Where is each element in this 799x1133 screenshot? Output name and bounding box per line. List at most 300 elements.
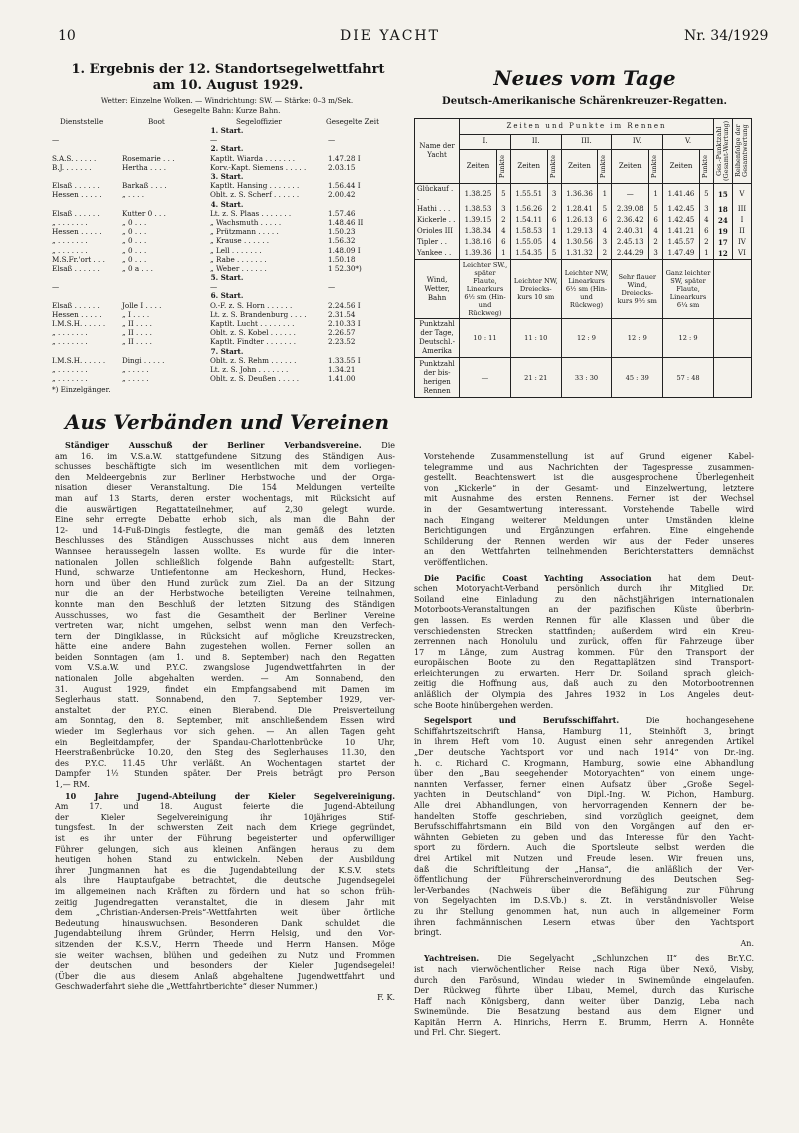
race-points: 2 — [547, 204, 561, 215]
text-line: konnte man den Beschluß der letzten Sitzung des Ständigen — [55, 599, 395, 609]
text-line: ist nach vierwöchentlicher Reise nach Riga über Nexö, Visby, — [414, 964, 754, 974]
race-time: 1.38.25 — [460, 184, 497, 205]
result-cell: — — [210, 282, 218, 292]
race-time: 1.36.36 — [561, 184, 598, 205]
race-time: 1.41.21 — [663, 226, 700, 237]
result-cell: „ . . . . . . . — [52, 337, 88, 347]
result-cell: „ 0 . . . — [122, 236, 147, 246]
yacht-name: Kickerle . . — [415, 215, 460, 226]
total-points: 12 — [713, 248, 732, 260]
text-line: ihrer Jungmannen hat es die Jugendabteilung der K.S.V. stets — [55, 865, 395, 875]
race-points: 4 — [496, 226, 510, 237]
race-points: 1 — [598, 184, 612, 205]
text-line: zu ihr Stellung genommen hat, nun auch in allgemeiner Form — [414, 906, 754, 916]
race-time: 1.55.05 — [510, 237, 547, 248]
zeiten-header: Zeiten — [460, 150, 497, 184]
text-line: am 16. im V.S.a.W. stattgefundene Sitzung des Ständigen Aus- — [55, 451, 395, 461]
text-line: sitzenden der K.S.V., Herrn Theede und Herrn Hansen. Möge — [55, 939, 395, 949]
text-line: telegramme und aus Nachrichten der Tagespresse zusammen- — [424, 462, 754, 472]
result-cell: 2.31.54 — [328, 309, 356, 319]
text-line: yachten in Deutschland“ von Dipl.-Ing. W. Pichon, Hamburg. — [414, 790, 754, 800]
text-line: bringt. — [414, 928, 442, 938]
start-title: 5. Start. — [210, 273, 244, 283]
result-cell: Rosemarie . . . — [122, 153, 175, 163]
result-cell: „ . . . . . . . — [52, 236, 88, 246]
race-time: 1.55.51 — [510, 184, 547, 205]
text-line: schusses beschäftigte sich im wesentlichen mit dem vorliegen- — [55, 462, 395, 472]
total-points: 19 — [713, 226, 732, 237]
text-line: öffentlichung der Führerscheinverordnung des Deutschen Seg- — [414, 875, 754, 885]
result-cell: „ Wachsmuth . . . . . — [210, 217, 282, 227]
magazine-title: DIE YACHT — [340, 28, 440, 44]
race-points: 5 — [598, 204, 612, 215]
text-line: Seglerhaus statt. Sonnabend, den 7. September 1929, ver- — [55, 695, 395, 705]
race-time: 1.30.56 — [561, 237, 598, 248]
punkte-header — [547, 150, 561, 184]
result-row — [52, 301, 402, 310]
row-label: Punktzahl der bis-herigen Rennen — [415, 358, 460, 398]
race-points: 5 — [649, 204, 663, 215]
result-cell: Hessen . . . . . — [52, 309, 102, 319]
zeiten-header: Zeiten — [663, 150, 700, 184]
text-line: nannten Verfasser, ferner einen Aufsatz über „Große Segel- — [414, 779, 754, 789]
result-cell: „ 0 . . . — [122, 254, 147, 264]
row-label: Punktzahl der Tage, Deutschl.-Amerika — [415, 319, 460, 358]
result-row — [52, 365, 402, 374]
row-value: 12 : 9 — [663, 319, 714, 358]
race-points: 5 — [547, 248, 561, 260]
yacht-name: Orioles III — [415, 226, 460, 237]
overall-rank: V — [732, 184, 751, 205]
result-cell: „ 0 . . . — [122, 217, 147, 227]
result-cell: „ 0 . . . — [122, 227, 147, 237]
punkte-label: Punkte — [650, 154, 659, 179]
race-points: 5 — [496, 184, 510, 205]
text-line: von Segelyachten im D.S.Vb.) s. Zt. in verständnisvoller Weise — [414, 896, 754, 906]
neues-text: Vorstehende Zusammenstellung ist auf Grund eigener Kabel- telegramme und aus Nachrichten der Tagespresse zusammen- gestellt. Beachtenswert ist die ausgesprochene Überlegenheit von „Kickerle“ in der Gesamt- und Einzelwertung, letztere mit Ausnahme des ersten Rennens. Ferner ist der Wechsel in der Gesamtwertung interessant. Vorstehende Tabelle wird nach Eingang weiterer Meldungen unter Umständen kleine Berichtigungen und Ergänzungen erfahren. Eine eingehende Schilderung der Rennen werden wir aus der Feder unseres an den Wettfahrten teilnehmenden Berichterstatters demnächst veröffentlichen. Die Pacific Coast Yachting Association hat dem Deut- schen Motoryacht-Verband persönlich durch ihr Mitglied Dr. Soiland eine Einladung zu den nächstjährigen internationalen Motorboots-Veranstaltungen an der pazifischen Küste überbrin- gen lassen. Es werden Rennen für alle Klassen und über die verschiedensten Strecken stattfinden; außerdem wird ein Kreu- zerrennen nach Honolulu und zurück, offen für Fahrzeuge über 17 m Länge, zum Austrag kommen. Für den Transport der europäischen Boote zu den Regattaplätzen sind Transport- erleichterungen zu erwarten. Herr Dr. Soiland sprach gleich- zeitig die Hoffnung aus, daß auch zu den Motorbootrennen anläßlich der Olympia des Jahres 1932 in Los Angeles deut- sche Boote hinübergehen werden. Segelsport und Berufsschiffahrt. Die hochangesehene Schiffahrtszeitschrift Hansa, Hamburg 11, Steinhöft 3, bringt in ihrem Heft vom 10. August einen sehr anregenden Artikel „Der deutsche Yachtsport vor und nach 1914“ von Dr.-ing. h. c. Richard C. Krogmann, Hamburg, sowie eine Abhandlung über den „Bau seegehender Motoryachten“ von einem unge- nannten Verfasser, ferner einen Aufsatz über „Große Segel- yachten in Deutschland“ von Dipl.-Ing. W. Pichon, Hamburg. Alle drei Abhandlungen, von hervorragenden Kennern der be- handelten Stoffe geschrieben, sind vorzüglich geeignet, dem Berufsschiffahrtsmann ein Bild von den Vorgängen auf den er- wähnten Gebieten zu geben und das Interesse für den Yacht- sport zu fördern. Auch die Sportsleute selbst werden die drei Artikel mit Nutzen und Freude lesen. Wir freuen uns, daß die Schriftleitung der „Hansa“, die anläßlich der Ver- öffentlichung der Führerscheinverordnung des Deutschen Seg- ler-Verbandes (Nachweis über die Befähigung zur Führung von Segelyachten im D.S.Vb.) s. Zt. in verständnisvoller Weise zu ihr Stellung genommen hat, nun auch in allgemeiner Form ihren fachmännischen Lesern etwas über den Yachtsport bringt. An. Yachtreisen. Die Segelyacht „Schlunzchen II“ des Br.Y.C. ist nach vierwöchentlicher Reise nach Riga über Nexö, Visby, durch den Farösund, Windau wieder in Swinemünde eingelaufen. Der Rückweg führte über Libau, Memel, durch das Kurische Haff nach Königsberg, dann weiter über Danzig, Leba nach Swinemünde. Die Besatzung bestand aus dem Eigner und Kapitän Herrn A. Hinrichs, Herrn E. Brumm, Herrn A. Honnête und Frl. Chr. Siegert. — [414, 452, 755, 1038]
result-cell: 2.00.42 — [328, 190, 356, 200]
race-time: — — [612, 184, 649, 205]
race-points: 4 — [699, 215, 713, 226]
yacht-row — [415, 237, 752, 248]
text-line: Schiffahrtszeitschrift Hansa, Hamburg 11, Steinhöft 3, bringt — [414, 726, 754, 736]
punkte-label: Punkte — [599, 154, 608, 179]
text-line: wieder im Seglerhaus vor sich gehen. — An allen Tagen geht — [55, 727, 395, 737]
yacht-name: Glückauf . . — [415, 184, 460, 205]
signature-fk: F. K. — [377, 992, 395, 1002]
race-points: 6 — [699, 226, 713, 237]
text-line: im allgemeinen nach Kräften zu fördern und hat so schon früh- — [55, 886, 395, 896]
row-value: 21 : 21 — [510, 358, 561, 398]
overall-rank: VI — [732, 248, 751, 260]
race-points: 2 — [699, 237, 713, 248]
text-line: Heerstraßenbrücke 10.20, den Steg des Seglerhauses 11.30, den — [55, 748, 395, 758]
result-row — [52, 163, 402, 172]
result-cell: Lt. z. S. Plaas . . . . . . . — [210, 208, 292, 218]
result-cell: Kaptlt. Hansing . . . . . . . — [210, 181, 300, 191]
text-line: 17 m Länge, zum Austrag kommen. Für den Transport der — [414, 647, 754, 657]
result-cell: 1.47.28 I — [328, 153, 361, 163]
row-value: Leichter NW, Linearkurs 6½ sm (Hin- und Rückweg) — [561, 260, 612, 319]
text-line: „Der deutsche Yachtsport vor und nach 1914“ von Dr.-ing. — [414, 748, 754, 758]
result-cell: „ Rabe . . . . . . . — [210, 254, 267, 264]
race-points: 1 — [649, 184, 663, 205]
empty-cell — [713, 358, 751, 398]
text-line: nationalen Jollen schließlich folgende Bahn aufgestellt: Start, — [55, 557, 395, 567]
result-cell: Kutter 0 . . . — [122, 208, 166, 218]
text-line: zeitig Jugendregatten veranstaltet, die in diesem Jahr mit — [55, 897, 395, 907]
result-cell: 2.26.57 — [328, 328, 356, 338]
overall-rank: II — [732, 226, 751, 237]
race-time: 1.39.36 — [460, 248, 497, 260]
result-cell: „ . . . . . — [122, 374, 149, 384]
text-line: tungsfest. In der schwersten Zeit nach dem Kriege gegründet, — [55, 823, 395, 833]
result-cell: „ 0 . . . — [122, 245, 147, 255]
text-line: drei Artikel mit Nutzen und Freude lesen. Wir freuen uns, — [414, 853, 754, 863]
ges-header: Ges.-Punktzahl (Gesamt-Wertung) — [714, 120, 730, 182]
result-cell: „ . . . . . . . — [52, 374, 88, 384]
text-line: tern der Dingiklasse, in Rücksicht auf mögliche Kreuzstrecken, — [55, 631, 395, 641]
result-row — [52, 218, 402, 227]
punkte-label: Punkte — [700, 154, 709, 179]
race-points: 2 — [649, 237, 663, 248]
race-points: 1 — [496, 248, 510, 260]
text-line: 1,— RM. — [55, 780, 90, 789]
text-line: anläßlich der Olympia des Jahres 1932 in Los Angeles deut- — [414, 690, 754, 700]
results-weather: Wetter: Einzelne Wolken. — Windrichtung: SW. — Stärke: 0–3 m/Sek. — [100, 96, 354, 105]
race-label: I. — [460, 134, 511, 150]
text-line: beiden Sonntagen (am 1. und 8. September) nach den Regatten — [55, 652, 395, 662]
result-cell: 1.57.46 — [328, 208, 356, 218]
race-time: 2.44.29 — [612, 248, 649, 260]
result-cell: „ . . . . . . . — [52, 217, 88, 227]
result-cell: Hertha . . . . — [122, 162, 167, 172]
result-cell: 1.56.44 I — [328, 181, 361, 191]
text-line: sport zu fördern. Auch die Sportsleute selbst werden die — [414, 843, 754, 853]
text-line: daß die Schriftleitung der „Hansa“, die anläßlich der Ver- — [414, 864, 754, 874]
text-line: über den „Bau seegehender Motoryachten“ von einem unge- — [414, 769, 754, 779]
text-line: Vorstehende Zusammenstellung ist auf Grund eigener Kabel- — [424, 452, 754, 461]
text-line: erleichterungen zu erwarten. Herr Dr. Soiland sprach gleich- — [414, 668, 754, 678]
text-line: der Kieler Segelvereinigung ihr 10jähriges Stif- — [55, 812, 395, 822]
race-points: 5 — [699, 184, 713, 205]
text-line: wähnten Gebieten zu geben und das Interesse für den Yacht- — [414, 832, 754, 842]
result-cell: „ I . . . . — [122, 309, 150, 319]
text-line: handelten Stoffe geschrieben, sind vorzüglich geeignet, dem — [414, 811, 754, 821]
text-line: Jugendabteilung ihrem Gründer, Herrn Helsig, und den Vor- — [55, 929, 395, 939]
race-time: 2.45.13 — [612, 237, 649, 248]
result-cell: Kaptlt. Lucht . . . . . . . . — [210, 319, 295, 329]
text-line: hätte eine andere Bahn zugestehen wollen. Ferner sollen an — [55, 642, 395, 652]
race-label: II. — [510, 134, 561, 150]
result-cell: Elsaß . . . . . . — [52, 181, 100, 191]
text-line: horn und über den Hund zurück zum Ziel. Da an der Sitzung — [55, 578, 395, 588]
text-line: zeitig die Hoffnung aus, daß auch zu den Motorbootrennen — [414, 679, 754, 689]
text-line: Berufsschiffahrtsmann ein Bild von den Vorgängen auf den er- — [414, 822, 754, 832]
results-course: Gesegelte Bahn: Kurze Bahn. — [173, 106, 281, 115]
result-cell: 1.48.46 II — [328, 217, 364, 227]
yacht-name: Yankee . . — [415, 248, 460, 260]
race-time: 1.47.49 — [663, 248, 700, 260]
race-points: 1 — [547, 226, 561, 237]
neues-heading: Neues vom Tage — [493, 66, 676, 90]
result-cell: 2.23.52 — [328, 337, 356, 347]
race-label: III. — [561, 134, 612, 150]
text-line: sche Boote hinübergehen werden. — [414, 700, 554, 710]
text-line: Berichtigungen und Ergänzungen erfahren. Eine eingehende — [424, 526, 754, 536]
result-row — [52, 236, 402, 245]
row-value: Leichter NW, Dreiecks-kurs 10 sm — [510, 260, 561, 319]
text-line: ist es ihr unter der Führung begeisterter und opferwilliger — [55, 833, 395, 843]
result-row — [52, 255, 402, 264]
zeiten-header: Zeiten — [561, 150, 598, 184]
total-points: 15 — [713, 184, 732, 205]
race-points: 4 — [649, 226, 663, 237]
result-row — [52, 310, 402, 319]
text-line: Bedeutung hinauswuchsen. Besonderen Dank schuldet die — [55, 918, 395, 928]
subhead-staendiger-ausschuss: Ständiger Ausschuß der Berliner Verbandsvereine. — [65, 440, 362, 450]
signature-an: An. — [740, 938, 754, 948]
punkte-header — [649, 150, 663, 184]
row-value: 12 : 9 — [561, 319, 612, 358]
text-line: anstaltet der P.Y.C. einen Bierabend. Die Preisverteilung — [55, 705, 395, 715]
text-line: gestellt. Beachtenswert ist die ausgesprochene Überlegenheit — [424, 473, 754, 483]
race-points: 3 — [547, 184, 561, 205]
result-cell: Elsaß . . . . . . — [52, 208, 100, 218]
result-cell: „ . . . . . . . — [52, 364, 88, 374]
text-line: durch den Farösund, Windau wieder in Swinemünde eingelaufen. — [414, 975, 754, 985]
text-line: verschiedensten Strecken stattfinden; außerdem wird ein Kreu- — [414, 626, 754, 636]
subhead-jugend-abteilung: 10 Jahre Jugend-Abteilung der Kieler Segelvereinigung. — [65, 790, 395, 801]
row-value: Leichter SW., später Flaute, Linearkurs 6½ sm (Hin- und Rückweg) — [460, 260, 511, 319]
race-time: 1.29.13 — [561, 226, 598, 237]
verbaende-heading: Aus Verbänden und Vereinen — [64, 410, 390, 434]
result-cell: Lt. z. S. Brandenburg . . . . — [210, 309, 307, 319]
text-line: dem „Christian-Andersen-Preis“-Wettfahrten weit über örtliche — [55, 908, 395, 918]
result-cell: I.M.S.H. . . . . . — [52, 355, 106, 365]
result-row — [52, 154, 402, 163]
result-cell: Kaptlt. Wiarda . . . . . . . — [210, 153, 296, 163]
race-points: 2 — [496, 215, 510, 226]
subhead-pacific: Die Pacific Coast Yachting Association — [424, 572, 652, 583]
text-line: Am 17. und 18. August feierte die Jugend-Abteilung — [55, 802, 395, 812]
result-cell: — — [210, 135, 218, 145]
text-line: Haff nach Königsberg, dann weiter über Danzig, Leba nach — [414, 996, 754, 1006]
row-value: 57 : 48 — [663, 358, 714, 398]
result-cell: „ Krause . . . . . . — [210, 236, 270, 246]
race-points: 4 — [598, 226, 612, 237]
row-value: 33 : 30 — [561, 358, 612, 398]
text-line: zerrennen nach Honolulu und zurück, offen für Fahrzeuge über — [414, 637, 754, 647]
neues-subheading: Deutsch-Amerikanische Schärenkreuzer-Regatten. — [442, 96, 727, 107]
empty-cell — [713, 260, 751, 319]
race-time: 1.45.57 — [663, 237, 700, 248]
result-row — [52, 356, 402, 365]
zeiten-header: Zeiten — [510, 150, 547, 184]
text-line: ein Begleitdampfer, der Spandau-Charlottenbrücke 10 Uhr, — [55, 737, 395, 747]
text-line: Der Rückweg führte über Libau, Memel, durch das Kurische — [414, 986, 754, 996]
result-cell: 1.34.21 — [328, 364, 356, 374]
verbaende-text: Ständiger Ausschuß der Berliner Verbandsvereine. Die am 16. im V.S.a.W. stattgefundene Sitzung des Ständigen Aus- schusses beschäftigte sich im wesentlichen mit dem vorliegen- den Meldeergebnis zur Berliner Herbstwoche und der Orga- nisation dieser Veranstaltung. Die 154 Meldungen verteilte man auf 13 Starts, deren erster wochentags, mit Rücksicht auf die auswärtigen Regattateilnehmer, auf 2,30 gelegt wurde. Eine sehr erregte Debatte erhob sich, als man die Bahn der 12- und 14-Fuß-Dingis festlegte, die man gemäß des letzten Beschlusses des Ständigen Ausschusses nicht aus dem inneren Wannsee heraussegeln lassen wollte. Es wurde für die inter- nationalen Jollen schließlich folgende Bahn aufgestellt: Start, Hund, schwarze Untiefentonne am Heckeshorn, Hund, Heckes- horn und über den Hund zurück zum Ziel. Da an der Sitzung nur die an der Herbstwoche beteiligten Vereine teilnahmen, konnte man den Beschluß der letzten Sitzung des Ständigen Ausschusses, wo fast die Gesamtheit der Berliner Vereine vertreten war, nicht umgehen, selbst wenn man den Verfech- tern der Dingiklasse, in Rücksicht auf mögliche Kreuzstrecken, hätte eine andere Bahn zugestehen wollen. Ferner sollen an beiden Sonntagen (am 1. und 8. September) nach den Regatten vom V.S.a.W. und P.Y.C. zwangslose Jugendwettfahrten in der nationalen Jolle abgehalten werden. — Am Sonnabend, den 31. August 1929, findet ein Empfangsabend mit Damen im Seglerhaus statt. Sonnabend, den 7. September 1929, ver- anstaltet der P.Y.C. einen Bierabend. Die Preisverteilung am Sonntag, den 8. September, mit anschließendem Essen wird wieder im Seglerhaus vor sich gehen. — An allen Tagen geht ein Begleitdampfer, der Spandau-Charlottenbrücke 10 Uhr, Heerstraßenbrücke 10.20, den Steg des Seglerhauses 11.30, den des P.Y.C. 11.45 Uhr verläßt. An Wochentagen startet der Dampfer 1½ Stunden später. Der Preis beträgt pro Person 1,— RM. 10 Jahre Jugend-Abteilung der Kieler Segelvereinigung. Am 17. und 18. August feierte die Jugend-Abteilung der Kieler Segelvereinigung ihr 10jähriges Stif- tungsfest. In der schwersten Zeit nach dem Kriege gegründet, ist es ihr unter der Führung begeisterter und opferwilliger Führer gelungen, sich aus kleinen Anfängen heraus zu dem heutigen hohen Stand zu entwickeln. Neben der Ausbildung ihrer Jungmannen hat es die Jugendabteilung der K.S.V. stets als ihre Hauptaufgabe betrachtet, die deutsche Jugendsegelei im allgemeinen nach Kräften zu fördern und hat so schon früh- zeitig Jugendregatten veranstaltet, die in diesem Jahr mit dem „Christian-Andersen-Preis“-Wettfahrten weit über örtliche Bedeutung hinauswuchsen. Besonderen Dank schuldet die Jugendabteilung ihrem Gründer, Herrn Helsig, und den Vor- sitzenden der K.S.V., Herrn Theede und Herrn Hansen. Möge sie weiter wachsen, blühen und gedeihen zu Nutz und Frommen der deutschen und besonders der Kieler Jugendsegelei! (Über die aus diesem Anlaß abgehaltene Jugendwettfahrt und Geschwaderfahrt siehe die „Wettfahrtberichte“ dieser Nummer.) F. K. — [55, 440, 395, 1002]
race-points: 3 — [649, 248, 663, 260]
result-row — [52, 181, 402, 190]
start-title: 3. Start. — [210, 171, 244, 181]
empty-cell — [713, 319, 751, 358]
race-points: 2 — [598, 248, 612, 260]
text-line: den Meldeergebnis zur Berliner Herbstwoche und der Orga- — [55, 472, 395, 482]
result-cell: 2.03.15 — [328, 162, 356, 172]
race-time: 1.58.53 — [510, 226, 547, 237]
results-footnote: *) Einzelgänger. — [52, 385, 111, 395]
row-value: Sehr flauer Wind, Dreiecks-kurs 9½ sm — [612, 260, 663, 319]
total-points: 18 — [713, 204, 732, 215]
race-time: 1.31.32 — [561, 248, 598, 260]
text-line: am Sonntag, den 8. September, mit anschließendem Essen wird — [55, 716, 395, 726]
result-cell: S.A.S. . . . . . — [52, 153, 97, 163]
result-cell: Barkaß . . . . — [122, 181, 167, 191]
result-cell: „ 0 a . . . — [122, 263, 153, 273]
issue-number: Nr. 34/1929 — [684, 28, 769, 44]
result-row — [52, 264, 402, 273]
text-line: Beschlusses des Ständigen Ausschusses nicht aus dem inneren — [55, 536, 395, 546]
result-cell: — — [52, 135, 60, 145]
race-points: 3 — [699, 204, 713, 215]
text-line: als ihre Hauptaufgabe betrachtet, die deutsche Jugendsegelei — [55, 876, 395, 886]
text-line: man auf 13 Starts, deren erster wochentags, mit Rücksicht auf — [55, 493, 395, 503]
row-label: Wind, Wetter, Bahn — [415, 260, 460, 319]
result-cell: „ . . . . — [122, 190, 145, 200]
result-row — [52, 209, 402, 218]
start-title: 4. Start. — [210, 199, 244, 209]
start-title: 6. Start. — [210, 291, 244, 301]
race-time: 2.36.42 — [612, 215, 649, 226]
race-points: 6 — [547, 215, 561, 226]
group-header: Zeiten und Punkte im Rennen — [460, 119, 714, 135]
result-cell: Oblt. z. S. Kobel . . . . . . — [210, 328, 296, 338]
result-cell: 1.50.18 — [328, 254, 356, 264]
results-table — [52, 126, 402, 395]
race-points: 6 — [598, 215, 612, 226]
result-cell: „ Weber . . . . . . — [210, 263, 267, 273]
row-value: 12 : 9 — [612, 319, 663, 358]
result-cell: „ Prützmann . . . . . — [210, 227, 279, 237]
result-cell: 1.50.23 — [328, 227, 356, 237]
result-cell: Hessen . . . . . — [52, 227, 102, 237]
result-cell: „ II . . . . — [122, 328, 152, 338]
text-line: an den Wettfahrten teilnehmenden Berichterstatters demnächst — [424, 547, 754, 557]
overall-rank: III — [732, 204, 751, 215]
result-cell: „ . . . . . . . — [52, 245, 88, 255]
total-points: 24 — [713, 215, 732, 226]
race-time: 1.38.16 — [460, 237, 497, 248]
result-cell: 1 52.30*) — [328, 263, 362, 273]
text-line: vertreten war, nicht umgehen, selbst wenn man den Verfech- — [55, 621, 395, 631]
text-line: Wannsee heraussegeln lassen wollte. Es wurde für die inter- — [55, 546, 395, 556]
text-line: Dampfer 1½ Stunden später. Der Preis beträgt pro Person — [55, 769, 395, 779]
results-col-boot: Boot — [148, 117, 165, 126]
text-line: Ausschusses, wo fast die Gesamtheit der Berliner Vereine — [55, 610, 395, 620]
text-line: ihren fachmännischen Lesern etwas über den Yachtsport — [414, 917, 754, 927]
text-line: h. c. Richard C. Krogmann, Hamburg, sowie eine Abhandlung — [414, 758, 754, 768]
text-line: Führer gelungen, sich aus kleinen Anfängen heraus zu dem — [55, 844, 395, 854]
text-line: mit Ausnahme des ersten Rennens. Ferner ist der Wechsel — [424, 494, 754, 504]
result-cell: M.S.Fr.'ort . . . — [52, 254, 105, 264]
result-cell: Hessen . . . . . — [52, 190, 102, 200]
text-line: gen lassen. Es werden Rennen für alle Klassen und über die — [414, 615, 754, 625]
result-cell: 1.41.00 — [328, 374, 356, 384]
result-row — [52, 319, 402, 328]
result-cell: B.J. . . . . . . — [52, 162, 92, 172]
results-col-zeit: Gesegelte Zeit — [326, 117, 379, 126]
race-points: 3 — [496, 204, 510, 215]
text-line: Motorboots-Veranstaltungen an der pazifischen Küste überbrin- — [414, 605, 754, 615]
race-time: 1.54.11 — [510, 215, 547, 226]
yacht-row — [415, 215, 752, 226]
punkte-header — [699, 150, 713, 184]
text-line: 31. August 1929, findet ein Empfangsabend mit Damen im — [55, 684, 395, 694]
yacht-name: Hathi . . . — [415, 204, 460, 215]
race-time: 1.41.46 — [663, 184, 700, 205]
result-cell: Elsaß . . . . . . — [52, 300, 100, 310]
text-line: in der Gesamtwertung interessant. Vorstehende Tabelle wird — [424, 504, 754, 514]
race-time: 1.38.34 — [460, 226, 497, 237]
result-cell: Oblt. z. S. Rehm . . . . . . — [210, 355, 297, 365]
result-row — [52, 246, 402, 255]
text-line: Soiland eine Einladung zu den nächstjährigen internationalen — [414, 594, 754, 604]
result-cell: 2.10.33 I — [328, 319, 361, 329]
row-value: 45 : 39 — [612, 358, 663, 398]
punkte-header — [496, 150, 510, 184]
result-cell: 1.48.09 I — [328, 245, 361, 255]
race-time: 1.39.15 — [460, 215, 497, 226]
race-points: 6 — [496, 237, 510, 248]
race-time: 1.56.26 — [510, 204, 547, 215]
result-cell: „ Lell . . . . . . . — [210, 245, 262, 255]
result-row — [52, 227, 402, 236]
race-points: 6 — [649, 215, 663, 226]
race-time: 1.26.13 — [561, 215, 598, 226]
results-date: am 10. August 1929. — [152, 78, 304, 93]
overall-rank: I — [732, 215, 751, 226]
row-value: Ganz leichter SW, später Flaute, Linearkurs 6¼ sm — [663, 260, 714, 319]
text-line: sie weiter wachsen, blühen und gedeihen zu Nutz und Frommen — [55, 950, 395, 960]
text-line: nisation dieser Veranstaltung. Die 154 Meldungen verteilte — [55, 483, 395, 493]
name-header: Name der Yacht — [415, 119, 460, 184]
text-line: vom V.S.a.W. und P.Y.C. zwangslose Jugendwettfahrten in der — [55, 663, 395, 673]
race-points: 1 — [699, 248, 713, 260]
start-title: 7. Start. — [210, 346, 244, 356]
result-cell: Elsaß . . . . . . — [52, 263, 100, 273]
result-cell: Jolle I . . . . — [122, 300, 162, 310]
result-row — [52, 328, 402, 337]
result-row — [52, 374, 402, 383]
race-points: 3 — [598, 237, 612, 248]
race-points: 4 — [547, 237, 561, 248]
start-title: 2. Start. — [210, 144, 244, 154]
text-line: ler-Verbandes (Nachweis über die Befähigung zur Führung — [414, 885, 754, 895]
start-title: 1. Start. — [210, 126, 244, 135]
result-cell: „ II . . . . — [122, 319, 152, 329]
results-col-segeloffizier: Segeloffizier — [236, 117, 282, 126]
result-row — [52, 135, 402, 144]
punkte-label: Punkte — [548, 154, 557, 179]
text-line: die auswärtigen Regattateilnehmer, auf 2,30 gelegt wurde. — [55, 504, 395, 514]
result-cell: Kaptlt. Findter . . . . . . . — [210, 337, 296, 347]
text-line: Geschwaderfahrt siehe die „Wettfahrtberichte“ dieser Nummer.) — [55, 982, 318, 992]
text-line: Swinemünde. Die Besatzung bestand aus dem Eigner und — [414, 1007, 754, 1017]
subhead-yachtreisen: Yachtreisen. — [424, 953, 480, 964]
result-cell: I.M.S.H. . . . . . — [52, 319, 106, 329]
